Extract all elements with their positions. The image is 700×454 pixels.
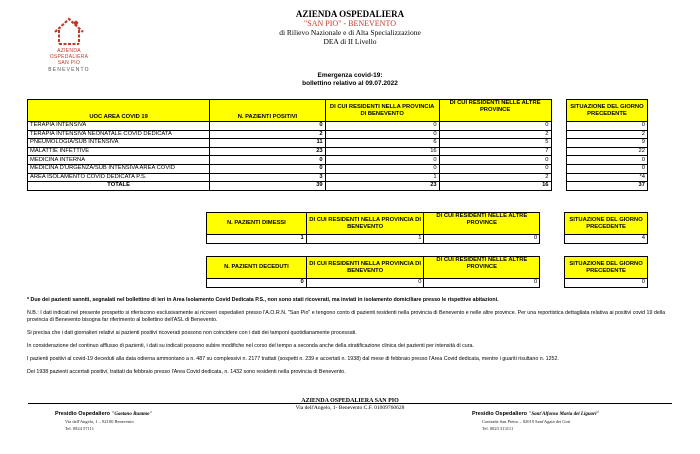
table-row xyxy=(28,130,648,139)
document-header xyxy=(200,9,500,46)
deceased-values-row xyxy=(207,279,648,288)
discharged-values-row xyxy=(207,235,648,244)
row-prec: 0 xyxy=(566,122,647,131)
header-residenti-bn: DI CUI RESIDENTI NELLA PROVINCIA DI BENEVENTO xyxy=(325,100,439,122)
note-4: In considerazione del continuo afflusso di pazienti, i dati su indicati possono subire modifiche nel corso del tempo a seconda anche della stratificazione clinica dei pazienti per intensità di cura. xyxy=(27,343,474,349)
header-dimessi: N. PAZIENTI DIMESSI xyxy=(207,213,307,235)
row-positivi: 23 xyxy=(210,147,325,156)
table-row xyxy=(28,147,648,156)
deceduti-prec: 0 xyxy=(565,279,648,288)
table-row xyxy=(28,173,648,182)
row-bn: 6 xyxy=(325,139,439,148)
footer-left-address: Via dell'Angelo, 1 – 82100 Benevento xyxy=(65,419,134,424)
header-dimessi-altre: DI CUI RESIDENTI NELLE ALTRE PROVINCE xyxy=(424,213,540,235)
table-gap xyxy=(540,279,565,288)
row-positivi: 0 xyxy=(210,122,325,131)
table-gap xyxy=(551,147,566,156)
logo-line-2: OSPEDALIERA xyxy=(49,54,89,60)
deceduti-altre: 0 xyxy=(424,279,540,288)
row-altre: 7 xyxy=(439,147,551,156)
header-subtitle: di Rilievo Nazionale e di Alta Specializzazione xyxy=(279,28,421,37)
table-row xyxy=(28,139,648,148)
discharged-table xyxy=(206,212,648,244)
total-positivi: 39 xyxy=(210,182,325,191)
bulletin-title xyxy=(200,72,500,88)
table-gap xyxy=(551,139,566,148)
total-altre: 16 xyxy=(439,182,551,191)
row-bn: 0 xyxy=(325,122,439,131)
row-altre: 0 xyxy=(439,164,551,173)
row-prec: 0 xyxy=(566,156,647,165)
bulletin-title-line-2: bollettino relativo al 09.07.2022 xyxy=(302,80,398,87)
row-name: TERAPIA INTENSIVA xyxy=(28,122,210,131)
note-2: N.B.: I dati indicati nel presente prospetto si riferiscono esclusivamente ai ricoveri ospedalieri presso l'A.O.R.N. "San Pio" e tengono conto di pazienti residenti nella provincia di Benevento e nelle altre province. Per una reportistica dettagliata relativa ai positivi covid 19 della provincia di Benevento bisogna far riferimento al bollettino dell'ASL di Benevento. xyxy=(27,310,666,323)
header-title: AZIENDA OSPEDALIERA xyxy=(295,9,405,19)
table-gap xyxy=(551,164,566,173)
table-gap xyxy=(540,235,565,244)
footer-right-phone: Tel. 0823 313111 xyxy=(482,426,514,431)
footer-left xyxy=(55,411,205,432)
footer-right-title xyxy=(472,411,672,418)
row-positivi: 0 xyxy=(210,164,325,173)
row-name: MALATTIE INFETTIVE xyxy=(28,147,210,156)
row-positivi: 11 xyxy=(210,139,325,148)
note-5: I pazienti positivi al covid-19 deceduti alla data odierna ammontano a n. 487 su complessivi n. 2177 trattati (sospetti n. 239 e accertati n. 1938) dal mese di febbraio presso l'Area Covid dedicata, mentre i guariti risultano n. 1252. xyxy=(27,356,559,362)
covid-area-table xyxy=(27,99,648,191)
deceduti-bn: 0 xyxy=(306,279,424,288)
row-prec: 9 xyxy=(566,139,647,148)
row-name: MEDICINA INTERNA xyxy=(28,156,210,165)
house-logo-icon xyxy=(51,14,87,48)
table-row xyxy=(28,164,648,173)
footer-right-name: "Sant'Alfonso Maria dei Liguori" xyxy=(528,412,600,417)
header-deceduti-bn: DI CUI RESIDENTI NELLA PROVINCIA DI BENEVENTO xyxy=(306,257,424,279)
discharged-header-row xyxy=(207,213,648,235)
footer-right-address: Contrada San Pietro – 82019 Sant'Agata dei Goti xyxy=(482,419,571,424)
header-deceduti-prec: SITUAZIONE DEL GIORNO PRECEDENTE xyxy=(565,257,648,279)
footer-center-title: AZIENDA OSPEDALIERA SAN PIO xyxy=(301,398,399,404)
footer-center-address: Via dell'Angelo, 1- Benevento C.F. 01009760628 xyxy=(295,405,405,411)
table-gap xyxy=(551,173,566,182)
footer-right-title-text: Presidio Ospedaliero xyxy=(472,411,528,417)
header-positivi: N. PAZIENTI POSITIVI xyxy=(210,100,325,122)
row-bn: 0 xyxy=(325,130,439,139)
header-deceduti-altre: DI CUI RESIDENTI NELLE ALTRE PROVINCE xyxy=(424,257,540,279)
row-name: TERAPIA INTENSIVA NEONATALE COVID DEDICATA xyxy=(28,130,210,139)
header-level: DEA di II Livello xyxy=(323,37,377,46)
table-gap xyxy=(551,156,566,165)
row-prec: *4 xyxy=(566,173,647,182)
logo-line-4: BENEVENTO xyxy=(48,67,90,73)
header-uoc: UOC AREA COVID 19 xyxy=(28,100,210,122)
row-name: MEDICINA D'URGENZA/SUB INTENSIVA AREA COVID xyxy=(28,164,210,173)
deceased-table xyxy=(206,256,648,288)
deceduti-n: 0 xyxy=(207,279,307,288)
footer-left-title xyxy=(55,411,205,418)
dimessi-n: 1 xyxy=(207,235,307,244)
row-positivi: 2 xyxy=(210,130,325,139)
header-hospital-name: "SAN PIO" - BENEVENTO xyxy=(304,19,396,28)
footer-left-name: "Gaetano Rummo" xyxy=(111,412,153,417)
table-gap xyxy=(551,100,566,122)
table-gap xyxy=(551,122,566,131)
row-bn: 16 xyxy=(325,147,439,156)
header-dimessi-bn: DI CUI RESIDENTI NELLA PROVINCIA DI BENEVENTO xyxy=(306,213,424,235)
total-label: TOTALE xyxy=(28,182,210,191)
row-altre: 5 xyxy=(439,139,551,148)
row-prec: 0 xyxy=(566,164,647,173)
row-name: PNEUMOLOGIA/SUB INTENSIVA xyxy=(28,139,210,148)
row-prec: 22 xyxy=(566,147,647,156)
row-positivi: 0 xyxy=(210,156,325,165)
row-bn: 0 xyxy=(325,156,439,165)
table-gap xyxy=(551,130,566,139)
table-body xyxy=(28,122,648,182)
table-header-row xyxy=(28,100,648,122)
note-3: Si precisa che i dati giornalieri relativi ai pazienti positivi ricoverati possono non coincidere con i dati dei tamponi quotidianamente processati. xyxy=(27,330,357,336)
table-gap xyxy=(551,182,566,191)
header-deceduti: N. PAZIENTI DECEDUTI xyxy=(207,257,307,279)
footer-right xyxy=(472,411,672,432)
row-bn: 1 xyxy=(325,173,439,182)
row-altre: 2 xyxy=(439,130,551,139)
note-1: * Due dei pazienti sanniti, segnalati nel bollettino di ieri in Area Isolamento Covid Dedicata P.S., non sono stati ricoverati, ma inviati in isolamento domiciliare presso le rispettive abitazioni. xyxy=(27,297,499,303)
header-residenti-altre: DI CUI RESIDENTI NELLE ALTRE PROVINCE xyxy=(439,100,551,122)
notes-section xyxy=(27,297,677,382)
row-name: AREA ISOLAMENTO COVID DEDICATA P.S. xyxy=(28,173,210,182)
row-positivi: 3 xyxy=(210,173,325,182)
footer-left-phone: Tel. 0824 57111 xyxy=(65,426,94,431)
table-gap xyxy=(540,257,565,279)
footer-center xyxy=(230,398,470,412)
table-row xyxy=(28,156,648,165)
row-altre: 2 xyxy=(439,173,551,182)
row-prec: 2 xyxy=(566,130,647,139)
bulletin-title-line-1: Emergenza covid-19: xyxy=(317,72,383,79)
header-prec: SITUAZIONE DEL GIORNO PRECEDENTE xyxy=(566,100,647,122)
row-altre: 0 xyxy=(439,122,551,131)
logo-line-1: AZIENDA xyxy=(57,48,81,54)
table-total-row xyxy=(28,182,648,191)
row-altre: 0 xyxy=(439,156,551,165)
table-row xyxy=(28,122,648,131)
logo-line-3: SAN PIO xyxy=(57,60,81,66)
dimessi-prec: 4 xyxy=(565,235,648,244)
deceased-header-row xyxy=(207,257,648,279)
note-6: Dei 1938 pazienti accertati positivi, trattati da febbraio presso l'Area Covid dedicata, n. 1432 sono residenti nella provincia di Benevento. xyxy=(27,369,346,375)
footer-left-title-text: Presidio Ospedaliero xyxy=(55,411,111,417)
hospital-logo xyxy=(34,14,104,78)
row-bn: 0 xyxy=(325,164,439,173)
header-dimessi-prec: SITUAZIONE DEL GIORNO PRECEDENTE xyxy=(565,213,648,235)
total-bn: 23 xyxy=(325,182,439,191)
table-gap xyxy=(540,213,565,235)
total-prec: 37 xyxy=(566,182,647,191)
dimessi-bn: 1 xyxy=(306,235,424,244)
dimessi-altre: 0 xyxy=(424,235,540,244)
